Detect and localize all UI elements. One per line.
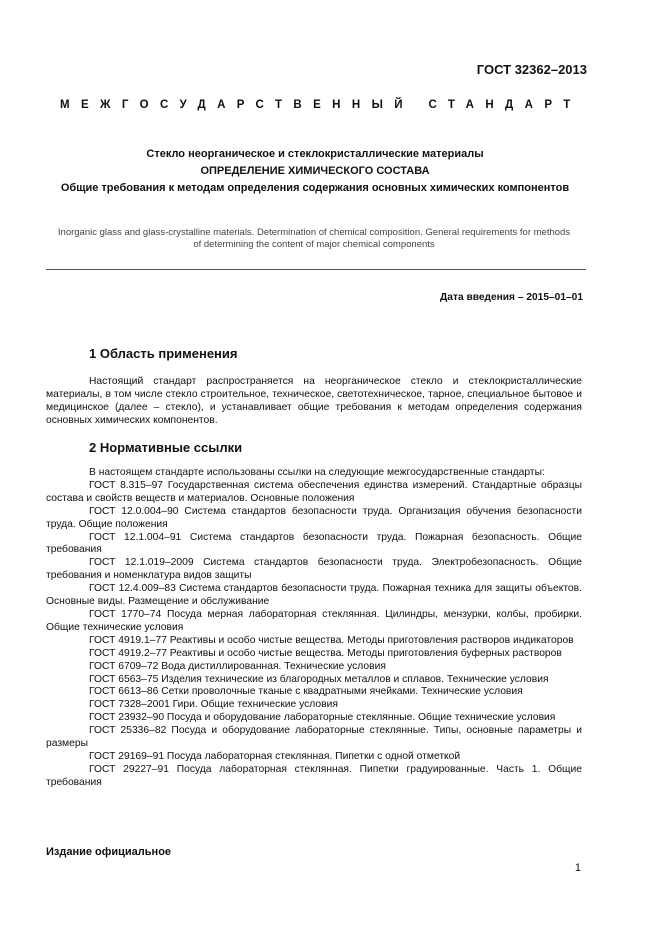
title-line-1: Стекло неорганическое и стеклокристаллические материалы <box>146 148 484 160</box>
section-1-paragraph: Настоящий стандарт распространяется на неорганическое стекло и стеклокристаллические материалы, в том числе стекло строительное, техническое, светотехническое, тарное, специальное бытовое и медицинское (далее – стекло), и устанавливает общие требования к методам определения содержания основных химических компонентов. <box>46 376 582 426</box>
english-title: Inorganic glass and glass-crystalline materials. Determination of chemical composition. General requirements for methods of determining the content of major chemical components <box>57 227 571 250</box>
normative-references <box>46 467 582 790</box>
section-1-text <box>46 376 582 428</box>
section-1-heading: 1 Область применения <box>89 346 238 361</box>
official-edition-label: Издание официальное <box>46 846 172 858</box>
introduction-date: Дата введения – 2015–01–01 <box>440 292 583 303</box>
reference-item: ГОСТ 6709–72 Вода дистиллированная. Технические условия <box>89 660 386 672</box>
reference-item: ГОСТ 25336–82 Посуда и оборудование лабораторные стеклянные. Типы, основные параметры и размеры <box>46 725 582 750</box>
reference-item: ГОСТ 12.1.004–91 Система стандартов безопасности труда. Пожарная безопасность. Общие требования <box>46 531 582 556</box>
reference-item: ГОСТ 6613–86 Сетки проволочные тканые с квадратными ячейками. Технические условия <box>89 686 523 698</box>
reference-item: ГОСТ 12.4.009–83 Система стандартов безопасности труда. Пожарная техника для защиты объектов. Основные виды. Размещение и обслуживание <box>46 583 582 608</box>
title-divider <box>46 269 586 270</box>
reference-item: ГОСТ 4919.2–77 Реактивы и особо чистые вещества. Методы приготовления буферных растворов <box>89 647 562 659</box>
reference-item: ГОСТ 12.0.004–90 Система стандартов безопасности труда. Организация обучения безопасности труда. Общие положения <box>46 505 582 530</box>
reference-item: ГОСТ 12.1.019–2009 Система стандартов безопасности труда. Электробезопасность. Общие требования и номенклатура видов защиты <box>46 557 582 582</box>
reference-item: ГОСТ 8.315–97 Государственная система обеспечения единства измерений. Стандартные образцы состава и свойств веществ и материалов. Основные положения <box>46 479 582 504</box>
title-line-2: ОПРЕДЕЛЕНИЕ ХИМИЧЕСКОГО СОСТАВА <box>200 165 430 177</box>
reference-item: ГОСТ 1770–74 Посуда мерная лабораторная стеклянная. Цилиндры, мензурки, колбы, пробирки. Общие технические условия <box>46 608 582 633</box>
document-number: ГОСТ 32362–2013 <box>476 62 587 77</box>
references-intro: В настоящем стандарте использованы ссылки на следующие межгосударственные стандарты: <box>89 467 545 478</box>
reference-item: ГОСТ 6563–75 Изделия технические из благородных металлов и сплавов. Технические условия <box>89 673 549 685</box>
reference-item: ГОСТ 7328–2001 Гири. Общие технические условия <box>89 699 338 711</box>
title-block <box>50 146 580 197</box>
title-line-3: Общие требования к методам определения содержания основных химических компонентов <box>60 182 570 194</box>
reference-item: ГОСТ 29227–91 Посуда лабораторная стеклянная. Пипетки градуированные. Часть 1. Общие требования <box>46 763 582 788</box>
reference-item: ГОСТ 23932–90 Посуда и оборудование лабораторные стеклянные. Общие технические условия <box>89 712 556 724</box>
section-2-heading: 2 Нормативные ссылки <box>89 440 243 455</box>
interstate-standard-label: МЕЖГОСУДАРСТВЕННЫЙ СТАНДАРТ <box>60 99 582 111</box>
page-number: 1 <box>574 862 581 874</box>
reference-item: ГОСТ 29169–91 Посуда лабораторная стеклянная. Пипетки с одной отметкой <box>89 750 461 762</box>
reference-item: ГОСТ 4919.1–77 Реактивы и особо чистые вещества. Методы приготовления растворов индикаторов <box>89 634 574 646</box>
